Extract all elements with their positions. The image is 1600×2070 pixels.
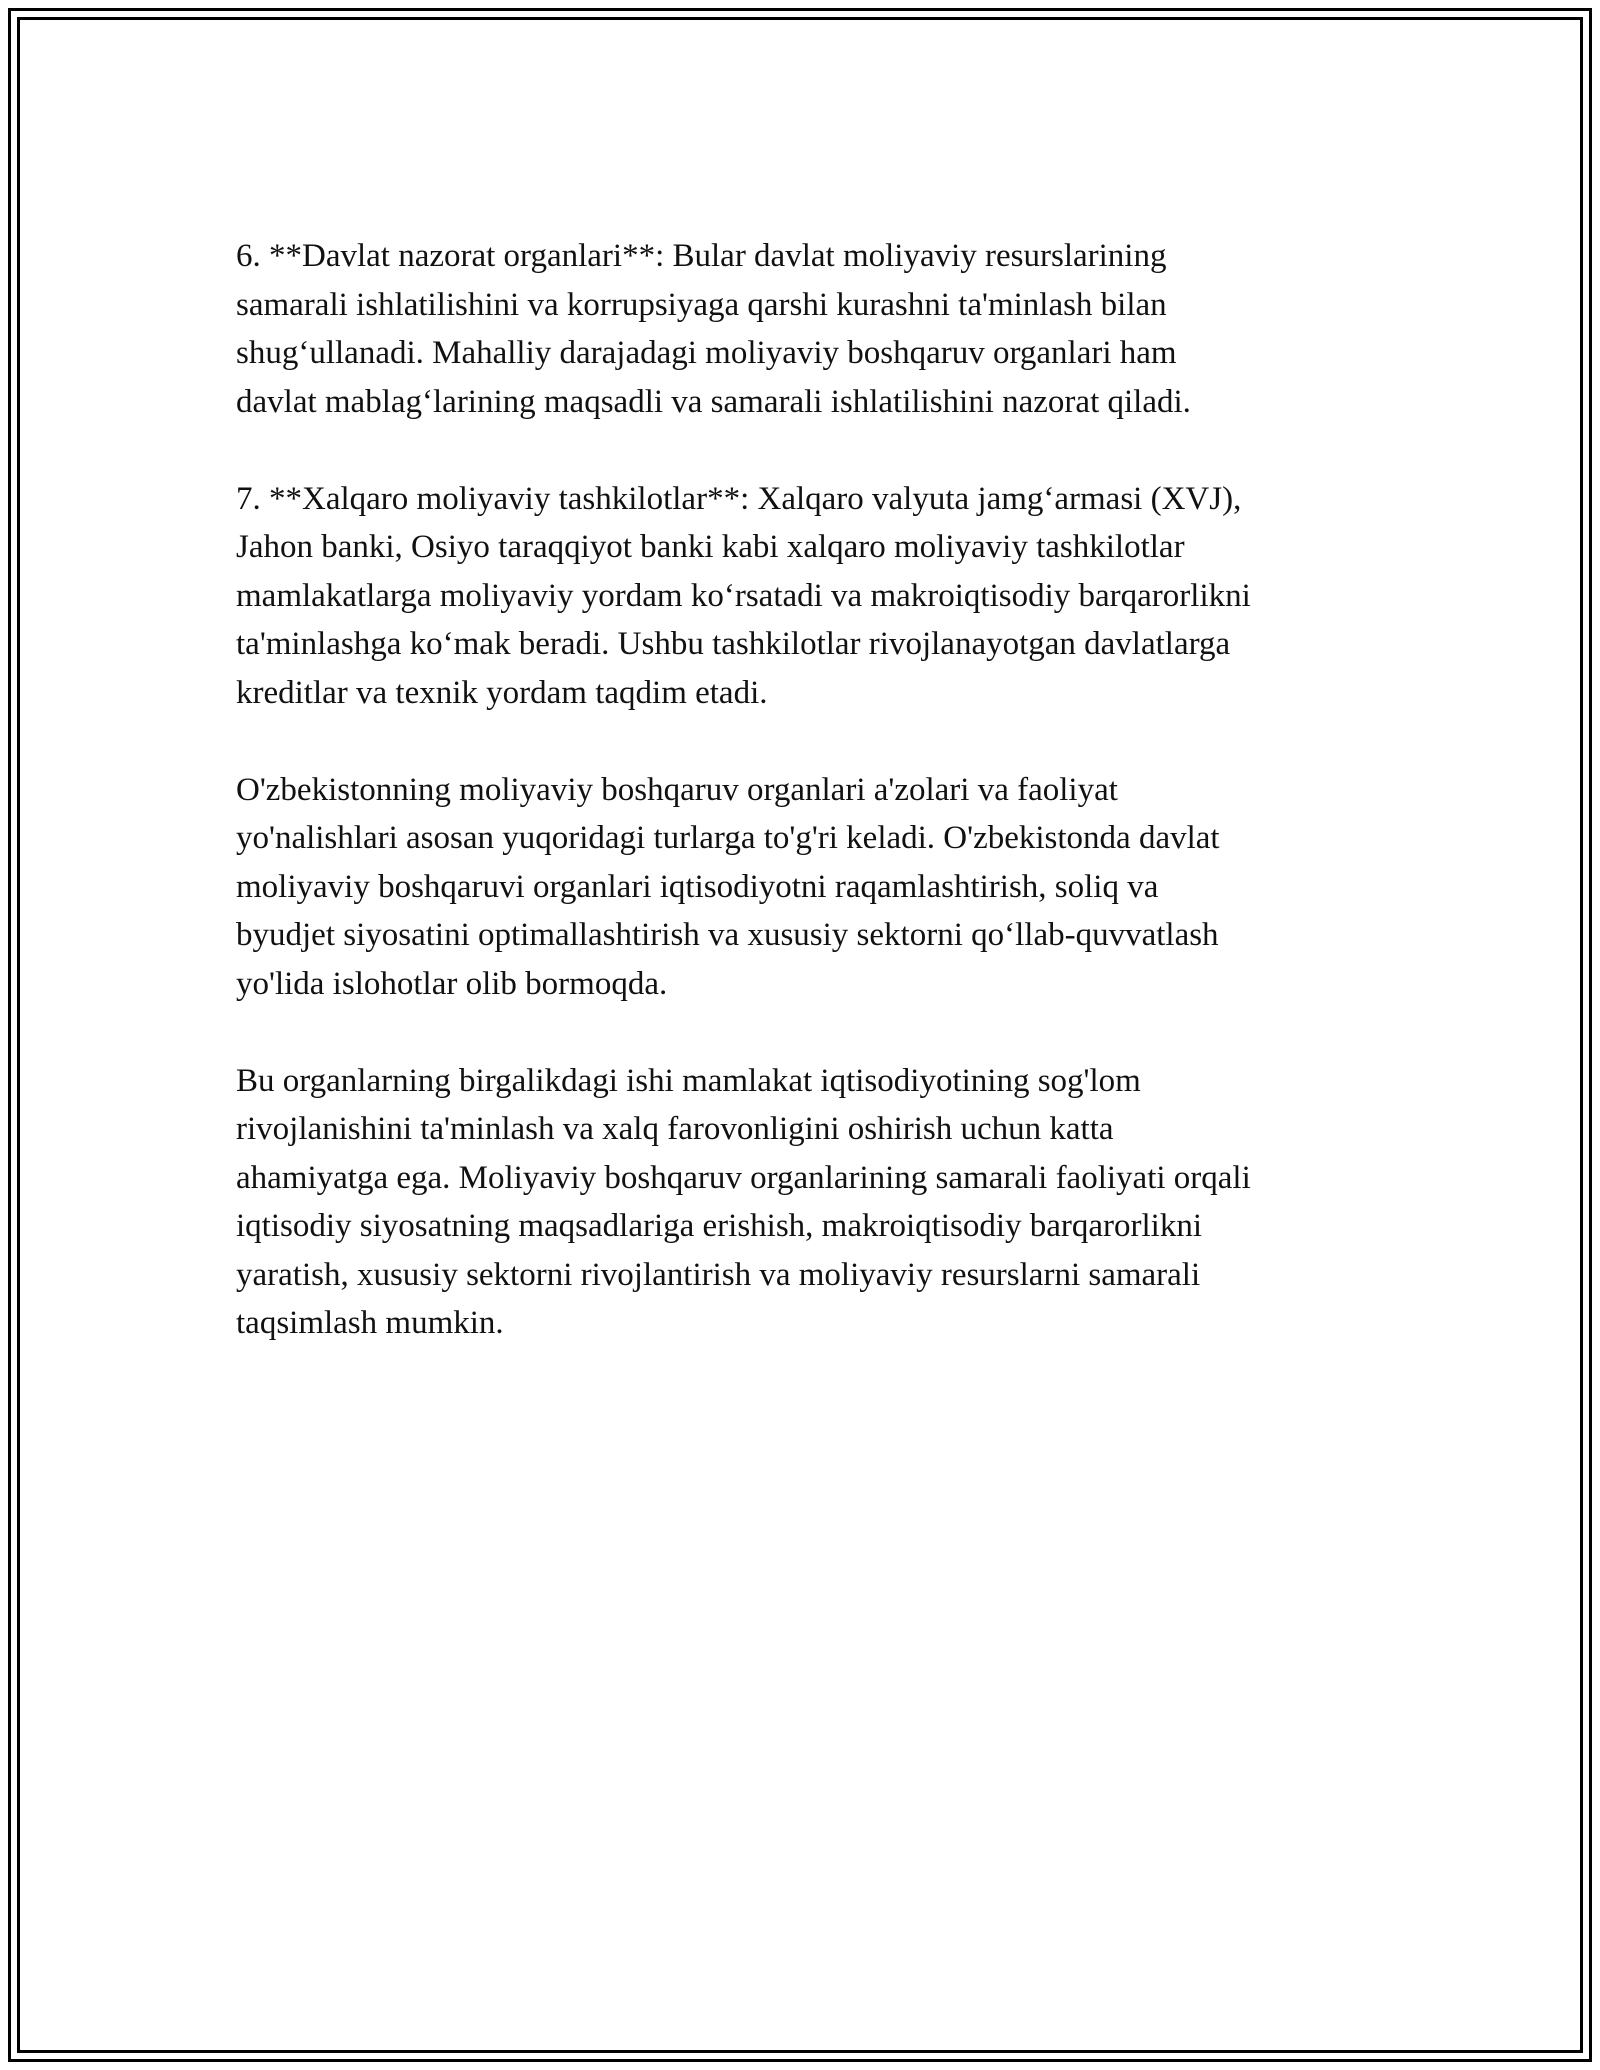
text-line: 6. **Davlat nazorat organlari**: Bular davlat moliyaviy resurslarining bbox=[236, 238, 1167, 274]
document-body bbox=[236, 232, 1386, 1396]
text-line: Jahon banki, Osiyo taraqqiyot banki kabi xalqaro moliyaviy tashkilotlar bbox=[236, 529, 1185, 565]
text-line: byudjet siyosatini optimallashtirish va xususiy sektorni qo‘llab-quvvatlash bbox=[236, 917, 1219, 953]
paragraph-davlat-nazorat-organlari bbox=[236, 232, 1386, 426]
text-line: kreditlar va texnik yordam taqdim etadi. bbox=[236, 674, 768, 711]
text-line: yaratish, xususiy sektorni rivojlantirish va moliyaviy resurslarni samarali bbox=[236, 1256, 1201, 1293]
text-line: Bu organlarning birgalikdagi ishi mamlakat iqtisodiyotining sog'lom bbox=[236, 1062, 1141, 1099]
text-line: moliyaviy boshqaruvi organlari iqtisodiyotni raqamlashtirish, soliq va bbox=[236, 868, 1159, 905]
text-line: iqtisodiy siyosatning maqsadlariga erishish, makroiqtisodiy barqarorlikni bbox=[236, 1208, 1203, 1244]
paragraph-xalqaro-moliyaviy-tashkilotlar bbox=[236, 475, 1386, 718]
text-line: O'zbekistonning moliyaviy boshqaruv organlari a'zolari va faoliyat bbox=[236, 771, 1118, 808]
text-line: ta'minlashga ko‘mak beradi. Ushbu tashkilotlar rivojlanayotgan davlatlarga bbox=[236, 626, 1231, 662]
text-line: mamlakatlarga moliyaviy yordam ko‘rsatadi va makroiqtisodiy barqarorlikni bbox=[236, 577, 1251, 614]
text-line: ahamiyatga ega. Moliyaviy boshqaruv organlarining samarali faoliyati orqali bbox=[236, 1159, 1251, 1196]
text-line: yo'nalishlari asosan yuqoridagi turlarga to'g'ri keladi. O'zbekistonda davlat bbox=[236, 820, 1220, 856]
text-line: rivojlanishini ta'minlash va xalq farovonligini oshirish uchun katta bbox=[236, 1111, 1114, 1147]
text-line: samarali ishlatilishini va korrupsiyaga qarshi kurashni ta'minlash bilan bbox=[236, 286, 1167, 323]
paragraph-ozbekiston-organlari bbox=[236, 766, 1386, 1009]
text-line: shug‘ullanadi. Mahalliy darajadagi moliyaviy boshqaruv organlari ham bbox=[236, 335, 1177, 371]
text-line: taqsimlash mumkin. bbox=[236, 1305, 504, 1341]
paragraph-xulosa bbox=[236, 1057, 1386, 1348]
text-line: davlat mablag‘larining maqsadli va samarali ishlatilishini nazorat qiladi. bbox=[236, 383, 1191, 420]
text-line: 7. **Xalqaro moliyaviy tashkilotlar**: Xalqaro valyuta jamg‘armasi (XVJ), bbox=[236, 480, 1242, 517]
text-line: yo'lida islohotlar olib bormoqda. bbox=[236, 965, 668, 1002]
